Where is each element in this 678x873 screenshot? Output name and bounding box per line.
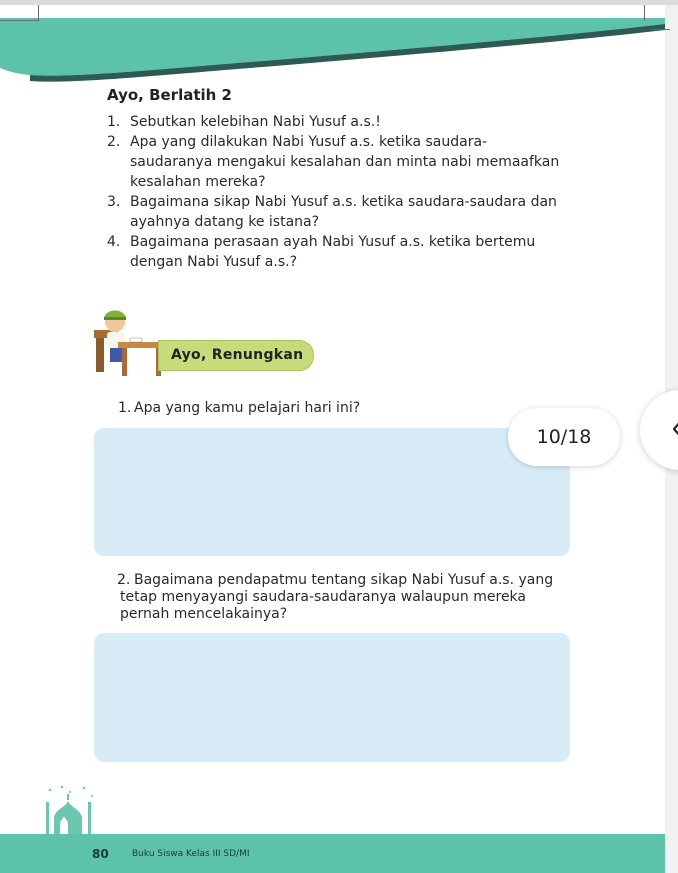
chevron-left-icon bbox=[672, 418, 678, 440]
list-item bbox=[107, 192, 567, 232]
renungkan-label: Ayo, Renungkan bbox=[158, 340, 314, 371]
question-number: 3. bbox=[107, 194, 121, 210]
page-indicator: 10/18 bbox=[508, 408, 620, 466]
answer-box[interactable] bbox=[94, 428, 570, 556]
list-item bbox=[107, 132, 567, 192]
answer-box[interactable] bbox=[94, 633, 570, 762]
viewer-top-bar bbox=[0, 0, 678, 5]
reflection-question bbox=[117, 572, 570, 623]
question-text: Apa yang dilakukan Nabi Yusuf a.s. ketika saudara-saudaranya mengakui kesalahan dan minta nabi memaafkan kesalahan mereka? bbox=[130, 134, 560, 190]
question-text: Sebutkan kelebihan Nabi Yusuf a.s.! bbox=[130, 114, 381, 130]
book-title: Buku Siswa Kelas III SD/MI bbox=[132, 849, 250, 859]
header-banner bbox=[0, 18, 665, 93]
mosque-icon bbox=[40, 784, 98, 836]
list-item bbox=[107, 232, 567, 272]
question-number: 1. bbox=[118, 400, 132, 416]
crop-mark bbox=[652, 29, 670, 30]
question-text: Bagaimana pendapatmu tentang sikap Nabi Yusuf a.s. yang tetap menyayangi saudara-saudaranya walaupun mereka pernah mencelakainya? bbox=[120, 572, 554, 622]
question-text: Bagaimana perasaan ayah Nabi Yusuf a.s. ketika bertemu dengan Nabi Yusuf a.s.? bbox=[130, 234, 536, 270]
page-number: 80 bbox=[92, 847, 109, 861]
crop-mark bbox=[0, 20, 38, 21]
practice-question-list bbox=[107, 112, 567, 272]
question-number: 2. bbox=[107, 134, 121, 150]
question-number: 4. bbox=[107, 234, 121, 250]
question-number: 2. bbox=[117, 572, 131, 588]
question-text: Bagaimana sikap Nabi Yusuf a.s. ketika saudara-saudara dan ayahnya datang ke istana? bbox=[130, 194, 557, 230]
question-text: Apa yang kamu pelajari hari ini? bbox=[134, 400, 361, 416]
list-item bbox=[107, 112, 567, 132]
reflection-question bbox=[120, 400, 570, 417]
question-number: 1. bbox=[107, 114, 121, 130]
crop-mark bbox=[38, 5, 39, 21]
crop-mark bbox=[644, 5, 645, 21]
section-heading: Ayo, Berlatih 2 bbox=[107, 86, 232, 104]
